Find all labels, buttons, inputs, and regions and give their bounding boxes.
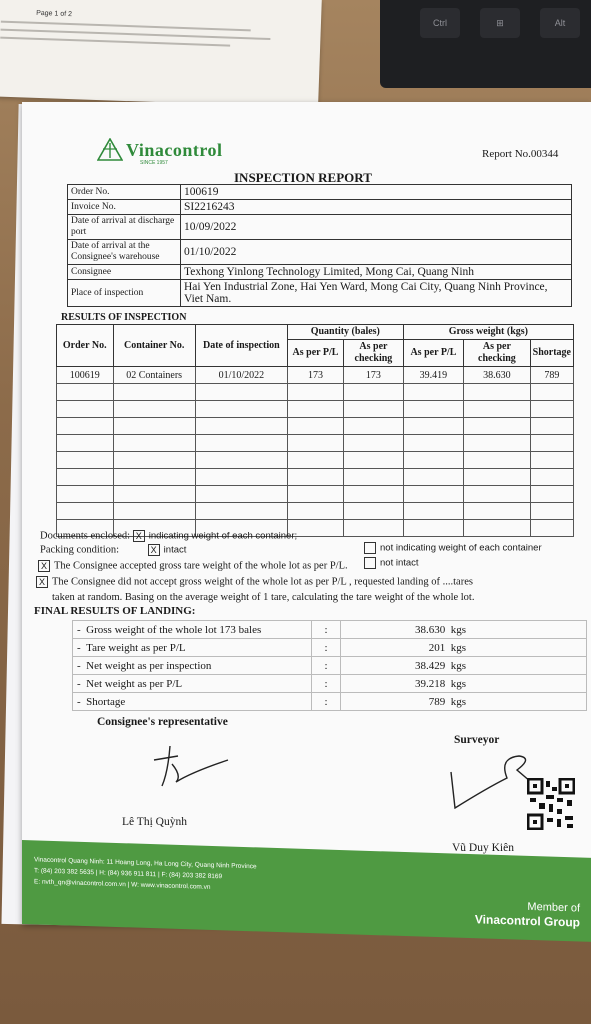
background-document: [0, 0, 322, 108]
final-label: - Gross weight of the whole lot 173 bales: [73, 621, 312, 639]
final-value: 789 kgs: [341, 693, 587, 711]
info-label: Consignee: [68, 265, 181, 280]
surveyor-signature: [447, 752, 537, 812]
footer-email: E: nvth_qn@vinacontrol.com.vn | W: www.vinacontrol.com.vn: [34, 878, 211, 891]
col-qty-pl: As per P/L: [287, 340, 343, 367]
final-label: - Net weight as per P/L: [73, 675, 312, 693]
info-label: Date of arrival at discharge port: [68, 215, 181, 240]
order-info-table: [67, 184, 572, 307]
windows-key: ⊞: [480, 8, 520, 38]
info-label: Order No.: [68, 185, 181, 200]
member-label: Member of: [527, 900, 580, 915]
documents-enclosed-line: [40, 530, 297, 542]
vinacontrol-logo: [97, 138, 223, 162]
checkbox-checked: X: [36, 576, 48, 588]
cell-date: 01/10/2022: [195, 367, 287, 384]
checkbox-unchecked: [364, 542, 376, 554]
footer-band: [22, 840, 591, 942]
final-row: [73, 657, 587, 675]
reject-line-2: taken at random. Basing on the average weight of 1 tare, calculating the tare weight of the whole lot.: [52, 592, 475, 603]
info-label: Date of arrival at the Consignee's warehouse: [68, 240, 181, 265]
final-results-heading: FINAL RESULTS OF LANDING:: [34, 605, 196, 617]
info-row: [68, 265, 572, 280]
info-row: [68, 280, 572, 307]
accept-line: [38, 560, 348, 572]
scales-icon: [97, 138, 123, 162]
empty-row: [57, 384, 574, 401]
inspection-report-page: [22, 102, 591, 930]
separator: :: [312, 675, 341, 693]
reject-line: [36, 576, 473, 588]
documents-unchecked-line: [364, 542, 542, 554]
separator: :: [312, 639, 341, 657]
info-value: 10/09/2022: [181, 215, 572, 240]
cell-qty-pl: 173: [287, 367, 343, 384]
empty-row: [57, 452, 574, 469]
results-heading: RESULTS OF INSPECTION: [61, 312, 187, 323]
consignee-representative-title: Consignee's representative: [97, 716, 228, 728]
surveyor-name: Vũ Duy Kiên: [452, 842, 514, 854]
info-row: [68, 185, 572, 200]
separator: :: [312, 621, 341, 639]
col-date: Date of inspection: [195, 325, 287, 367]
separator: :: [312, 657, 341, 675]
info-label: Invoice No.: [68, 200, 181, 215]
checkbox-checked: X: [38, 560, 50, 572]
empty-row: [57, 503, 574, 520]
cell-container: 02 Containers: [113, 367, 195, 384]
final-label: - Tare weight as per P/L: [73, 639, 312, 657]
col-shortage: Shortage: [530, 340, 573, 367]
info-row: [68, 240, 572, 265]
group-weight: Gross weight (kgs): [403, 325, 573, 340]
final-value: 39.218 kgs: [341, 675, 587, 693]
packing-condition-line: [40, 544, 186, 556]
info-value: SI2216243: [181, 200, 572, 215]
footer-address: Vinacontrol Quang Ninh: 11 Hoang Long, Ha Long City, Quang Ninh Province: [34, 856, 257, 871]
consignee-signature: [142, 742, 232, 790]
cell-qty-check: 173: [344, 367, 404, 384]
footer-phone: T: (84) 203 382 5635 | H: (84) 936 911 811 | F: (84) 203 382 8169: [34, 867, 223, 881]
info-value: Texhong Yinlong Technology Limited, Mong Cai, Quang Ninh: [181, 265, 572, 280]
info-value: 01/10/2022: [181, 240, 572, 265]
cell-order: 100619: [57, 367, 114, 384]
checkbox-checked: X: [133, 530, 145, 542]
empty-row: [57, 401, 574, 418]
info-row: [68, 200, 572, 215]
group-name: Vinacontrol Group: [474, 912, 580, 930]
accept-text: The Consignee accepted gross tare weight of the whole lot as per P/L.: [54, 560, 348, 572]
info-row: [68, 215, 572, 240]
col-order: Order No.: [57, 325, 114, 367]
results-table: [56, 324, 574, 537]
empty-row: [57, 435, 574, 452]
col-weight-pl: As per P/L: [403, 340, 463, 367]
consignee-name: Lê Thị Quỳnh: [122, 816, 187, 828]
final-value: 38.429 kgs: [341, 657, 587, 675]
final-value: 201 kgs: [341, 639, 587, 657]
documents-label: Documents enclosed:: [40, 530, 131, 542]
documents-unchecked-text: not indicating weight of each container: [380, 542, 542, 554]
packing-unchecked-line: [364, 557, 419, 569]
col-qty-check: As per checking: [344, 340, 404, 367]
info-label: Place of inspection: [68, 280, 181, 307]
packing-unchecked-text: not intact: [380, 557, 419, 569]
member-of-group: [475, 898, 580, 930]
surveyor-title: Surveyor: [454, 734, 500, 746]
brand-name: Vinacontrol: [126, 139, 223, 160]
empty-row: [57, 418, 574, 435]
qr-code: [527, 778, 575, 830]
final-label: - Net weight as per inspection: [73, 657, 312, 675]
ctrl-key: Ctrl: [420, 8, 460, 38]
info-value: Hai Yen Industrial Zone, Hai Yen Ward, Mong Cai City, Quang Ninh Province, Viet Nam.: [181, 280, 572, 307]
packing-checked-text: intact: [163, 544, 187, 556]
report-number: Report No.00344: [482, 148, 559, 160]
checkbox-checked: X: [148, 544, 160, 556]
reject-text: The Consignee did not accept gross weight of the whole lot as per P/L , requested landing of ....tares: [52, 576, 473, 588]
cell-shortage: 789: [530, 367, 573, 384]
final-row: [73, 675, 587, 693]
checkbox-unchecked: [364, 557, 376, 569]
final-row: [73, 621, 587, 639]
alt-key: Alt: [540, 8, 580, 38]
page-label: Page 1 of 2: [36, 9, 73, 19]
empty-row: [57, 486, 574, 503]
final-row: [73, 639, 587, 657]
final-label: - Shortage: [73, 693, 312, 711]
final-row: [73, 693, 587, 711]
cell-weight-pl: 39.419: [403, 367, 463, 384]
cell-weight-check: 38.630: [464, 367, 531, 384]
info-value: 100619: [181, 185, 572, 200]
separator: :: [312, 693, 341, 711]
group-quantity: Quantity (bales): [287, 325, 403, 340]
page-title: INSPECTION REPORT: [234, 170, 372, 185]
brand-since: SINCE 1957: [140, 160, 168, 166]
col-weight-check: As per checking: [464, 340, 531, 367]
table-row: [57, 367, 574, 384]
footer-contact: [34, 854, 257, 894]
laptop-keyboard: [380, 0, 591, 88]
empty-row: [57, 469, 574, 486]
final-value: 38.630 kgs: [341, 621, 587, 639]
packing-label: Packing condition:: [40, 544, 120, 556]
final-results-table: [72, 620, 587, 711]
col-container: Container No.: [113, 325, 195, 367]
documents-checked-text: indicating weight of each container;: [148, 530, 298, 542]
